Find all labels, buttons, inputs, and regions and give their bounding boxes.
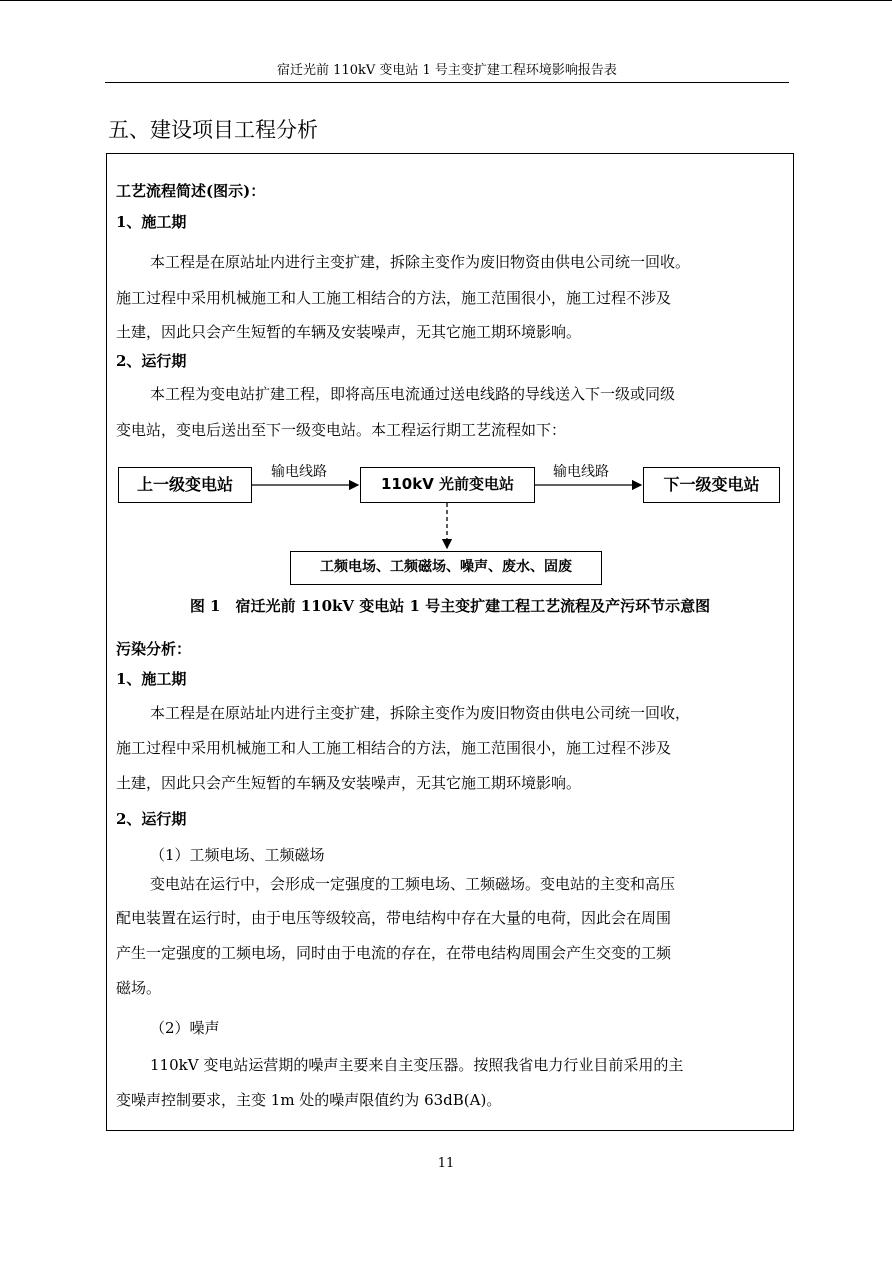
pollution-construction-line-1: 本工程是在原站址内进行主变扩建，拆除主变作为废旧物资由供电公司统一回收， [150, 704, 691, 722]
section-title: 五、建设项目工程分析 [108, 118, 318, 142]
construction-heading: 1、施工期 [116, 213, 187, 231]
construction-line-1: 本工程是在原站址内进行主变扩建，拆除主变作为废旧物资由供电公司统一回收。 [150, 253, 691, 271]
pollution-construction-line-3: 土建，因此只会产生短暂的车辆及安装噪声，无其它施工期环境影响。 [116, 774, 582, 792]
pollution-construction-heading: 1、施工期 [116, 670, 187, 688]
operation-heading: 2、运行期 [116, 352, 187, 370]
edge-label-right: 输电线路 [553, 464, 609, 480]
edge-label-left: 输电线路 [271, 464, 327, 480]
node-pollutants: 工频电场、工频磁场、噪声、废水、固废 [290, 551, 602, 585]
pollution-analysis-heading: 污染分析： [116, 640, 192, 658]
pollution-operation-heading: 2、运行期 [116, 810, 187, 828]
pollution-construction-line-2: 施工过程中采用机械施工和人工施工相结合的方法，施工范围很小，施工过程不涉及 [116, 739, 672, 757]
running-header: 宿迁光前 110kV 变电站 1 号主变扩建工程环境影响报告表 [277, 63, 617, 78]
noise-line-2: 变噪声控制要求，主变 1m 处的噪声限值约为 63dB(A)。 [116, 1091, 502, 1109]
emf-line-3: 产生一定强度的工频电场，同时由于电流的存在，在带电结构周围会产生交变的工频 [116, 944, 672, 962]
construction-line-2: 施工过程中采用机械施工和人工施工相结合的方法，施工范围很小，施工过程不涉及 [116, 289, 672, 307]
construction-line-3: 土建，因此只会产生短暂的车辆及安装噪声，无其它施工期环境影响。 [116, 323, 582, 341]
page-number: 11 [437, 1156, 455, 1171]
node-downstream-station: 下一级变电站 [643, 467, 780, 503]
node-guangqian-station: 110kV 光前变电站 [360, 467, 535, 503]
noise-heading: （2）噪声 [150, 1019, 220, 1037]
emf-heading: （1）工频电场、工频磁场 [150, 846, 325, 864]
operation-line-2: 变电站，变电后送出至下一级变电站。本工程运行期工艺流程如下： [116, 421, 567, 439]
emf-line-1: 变电站在运行中，会形成一定强度的工频电场、工频磁场。变电站的主变和高压 [150, 875, 676, 893]
process-description-heading: 工艺流程简述(图示)： [116, 182, 266, 200]
noise-line-1: 110kV 变电站运营期的噪声主要来自主变压器。按照我省电力行业目前采用的主 [150, 1056, 684, 1074]
operation-line-1: 本工程为变电站扩建工程，即将高压电流通过送电线路的导线送入下一级或同级 [150, 385, 676, 403]
emf-line-4: 磁场。 [116, 979, 162, 997]
figure-caption: 图 1 宿迁光前 110kV 变电站 1 号主变扩建工程工艺流程及产污环节示意图 [189, 597, 711, 615]
emf-line-2: 配电装置在运行时，由于电压等级较高，带电结构中存在大量的电荷，因此会在周围 [116, 909, 672, 927]
node-upstream-station: 上一级变电站 [118, 467, 252, 503]
